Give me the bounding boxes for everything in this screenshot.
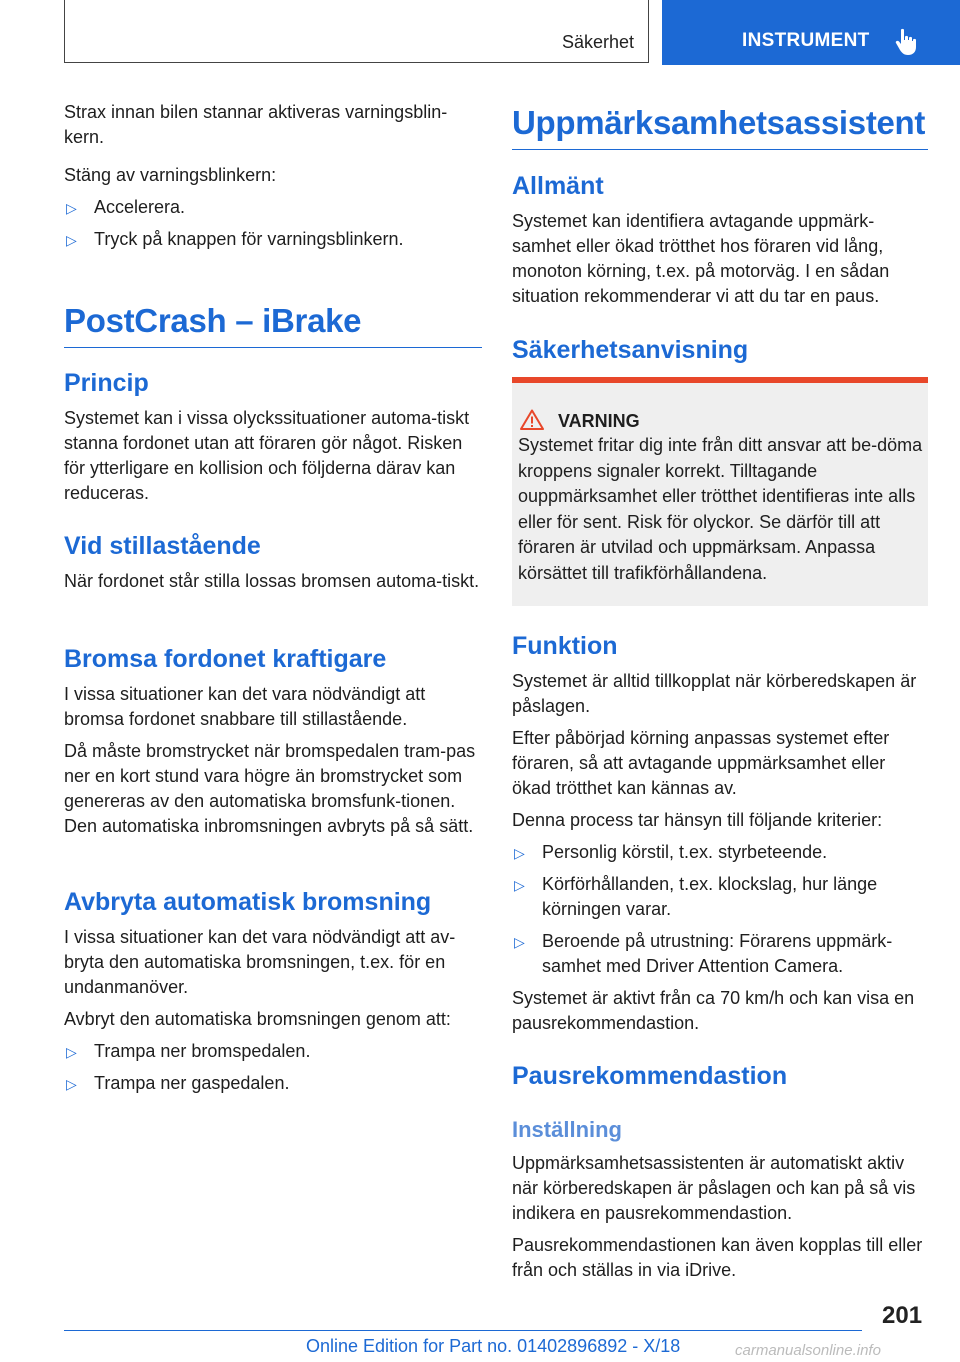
warning-header (520, 409, 640, 432)
heading-avbryta: Avbryta automatisk bromsning (64, 888, 432, 916)
triangle-bullet-icon: ▷ (514, 845, 525, 861)
list-item: ▷ Körförhållanden, t.ex. klockslag, hur länge körningen varar. (514, 874, 878, 919)
warning-triangle-icon (520, 409, 544, 430)
heading-pausrekommendastion: Pausrekommendastion (512, 1062, 788, 1090)
stillastaende-paragraph: När fordonet står stilla lossas bromsen automa-tiskt. (64, 571, 480, 591)
heading-princip: Princip (64, 369, 149, 397)
chapter-label: INSTRUMENT (742, 30, 870, 51)
footer-edition: Online Edition for Part no. 01402896892 - X/18 (306, 1336, 681, 1356)
heading-allmant: Allmänt (512, 172, 604, 200)
bromsa-paragraph-2: Då måste bromstrycket när bromspedalen tram-pas ner en kort stund vara högre än bromstrycket som genereras av den automatiska bromsfunk-tionen. Den automatiska inbromsningen avbryts på så sätt. (64, 741, 476, 836)
section-title: Uppmärksamhetsassistent (512, 103, 928, 150)
triangle-bullet-icon: ▷ (66, 232, 77, 248)
section-tab (64, 0, 649, 63)
allmant-paragraph: Systemet kan identifiera avtagande uppmärk-samhet eller ökad trötthet hos föraren vid lång, monoton körning, t.ex. på motorväg. I en sådan situation rekommenderar vi att du tar en paus. (512, 211, 890, 306)
warning-text: Systemet fritar dig inte från ditt ansvar att be-döma kroppens signaler korrekt. Tilltagande ouppmärksamhet eller trötthet identifieras inte alls eller för sent. Risk för olyckor. Se därför till att föraren är utvilad och uppmärksam. Anpassa körsättet till trafikförhållandena. (518, 435, 923, 583)
heading-sakerhetsanvisning: Säkerhetsanvisning (512, 336, 749, 364)
warning-box (512, 377, 928, 606)
hazard-off-paragraph: Stäng av varningsblinkern: (64, 165, 277, 185)
heading-bromsa: Bromsa fordonet kraftigare (64, 645, 387, 673)
list-item: ▷ Personlig körstil, t.ex. styrbeteende. (512, 840, 928, 865)
triangle-bullet-icon: ▷ (514, 877, 525, 893)
funktion-paragraph-4: Systemet är aktivt från ca 70 km/h och kan visa en pausrekommendastion. (512, 988, 915, 1033)
funktion-paragraph-2: Efter påbörjad körning anpassas systemet efter föraren, så att avtagande uppmärksamhet eller ökad trötthet kan kännas av. (512, 728, 890, 798)
section-label: Säkerhet (561, 32, 634, 53)
avbryta-paragraph-1: I vissa situationer kan det vara nödvändigt att av-bryta den automatiska bromsningen, t.ex. för en undanmanöver. (64, 927, 456, 997)
footer-divider (64, 1330, 862, 1331)
list-item: ▷ Beroende på utrustning: Förarens uppmärk-samhet med Driver Attention Camera. (514, 931, 893, 976)
triangle-bullet-icon: ▷ (66, 200, 77, 216)
triangle-bullet-icon: ▷ (514, 934, 525, 950)
heading-installning: Inställning (512, 1117, 622, 1142)
page-number: 201 (882, 1302, 923, 1329)
avbryta-paragraph-2: Avbryt den automatiska bromsningen genom att: (64, 1009, 451, 1029)
list-item: ▷ Trampa ner gaspedalen. (64, 1071, 482, 1096)
section-title: PostCrash – iBrake (64, 301, 482, 348)
warning-label: VARNING (558, 411, 640, 431)
princip-paragraph: Systemet kan i vissa olyckssituationer automa-tiskt stanna fordonet utan att föraren gör något. Risken för ytterligare en kollision och följderna därav kan reduceras. (64, 408, 470, 503)
list-item: ▷ Trampa ner bromspedalen. (64, 1039, 482, 1064)
bromsa-paragraph-1: I vissa situationer kan det vara nödvändigt att bromsa fordonet snabbare till stillastående. (64, 684, 426, 729)
watermark: carmanualsonline.info (735, 1342, 881, 1359)
page-header (0, 0, 960, 66)
funktion-paragraph-1: Systemet är alltid tillkopplat när körberedskapen är påslagen. (512, 671, 917, 716)
list-item: ▷ Tryck på knappen för varningsblinkern. (64, 227, 482, 252)
triangle-bullet-icon: ▷ (66, 1076, 77, 1092)
installning-paragraph-2: Pausrekommendastionen kan även kopplas till eller från och ställas in via iDrive. (512, 1235, 923, 1280)
hand-pointer-icon (895, 28, 921, 56)
installning-paragraph-1: Uppmärksamhetsassistenten är automatiskt aktiv när körberedskapen är påslagen och kan på så vis indikera en pausrekommendastion. (512, 1153, 916, 1223)
triangle-bullet-icon: ▷ (66, 1044, 77, 1060)
intro-paragraph: Strax innan bilen stannar aktiveras varningsblin-kern. (64, 102, 448, 147)
funktion-paragraph-3: Denna process tar hänsyn till följande kriterier: (512, 810, 883, 830)
list-item: ▷ Accelerera. (64, 195, 482, 220)
heading-funktion: Funktion (512, 632, 618, 660)
heading-stillastaende: Vid stillastående (64, 532, 261, 560)
